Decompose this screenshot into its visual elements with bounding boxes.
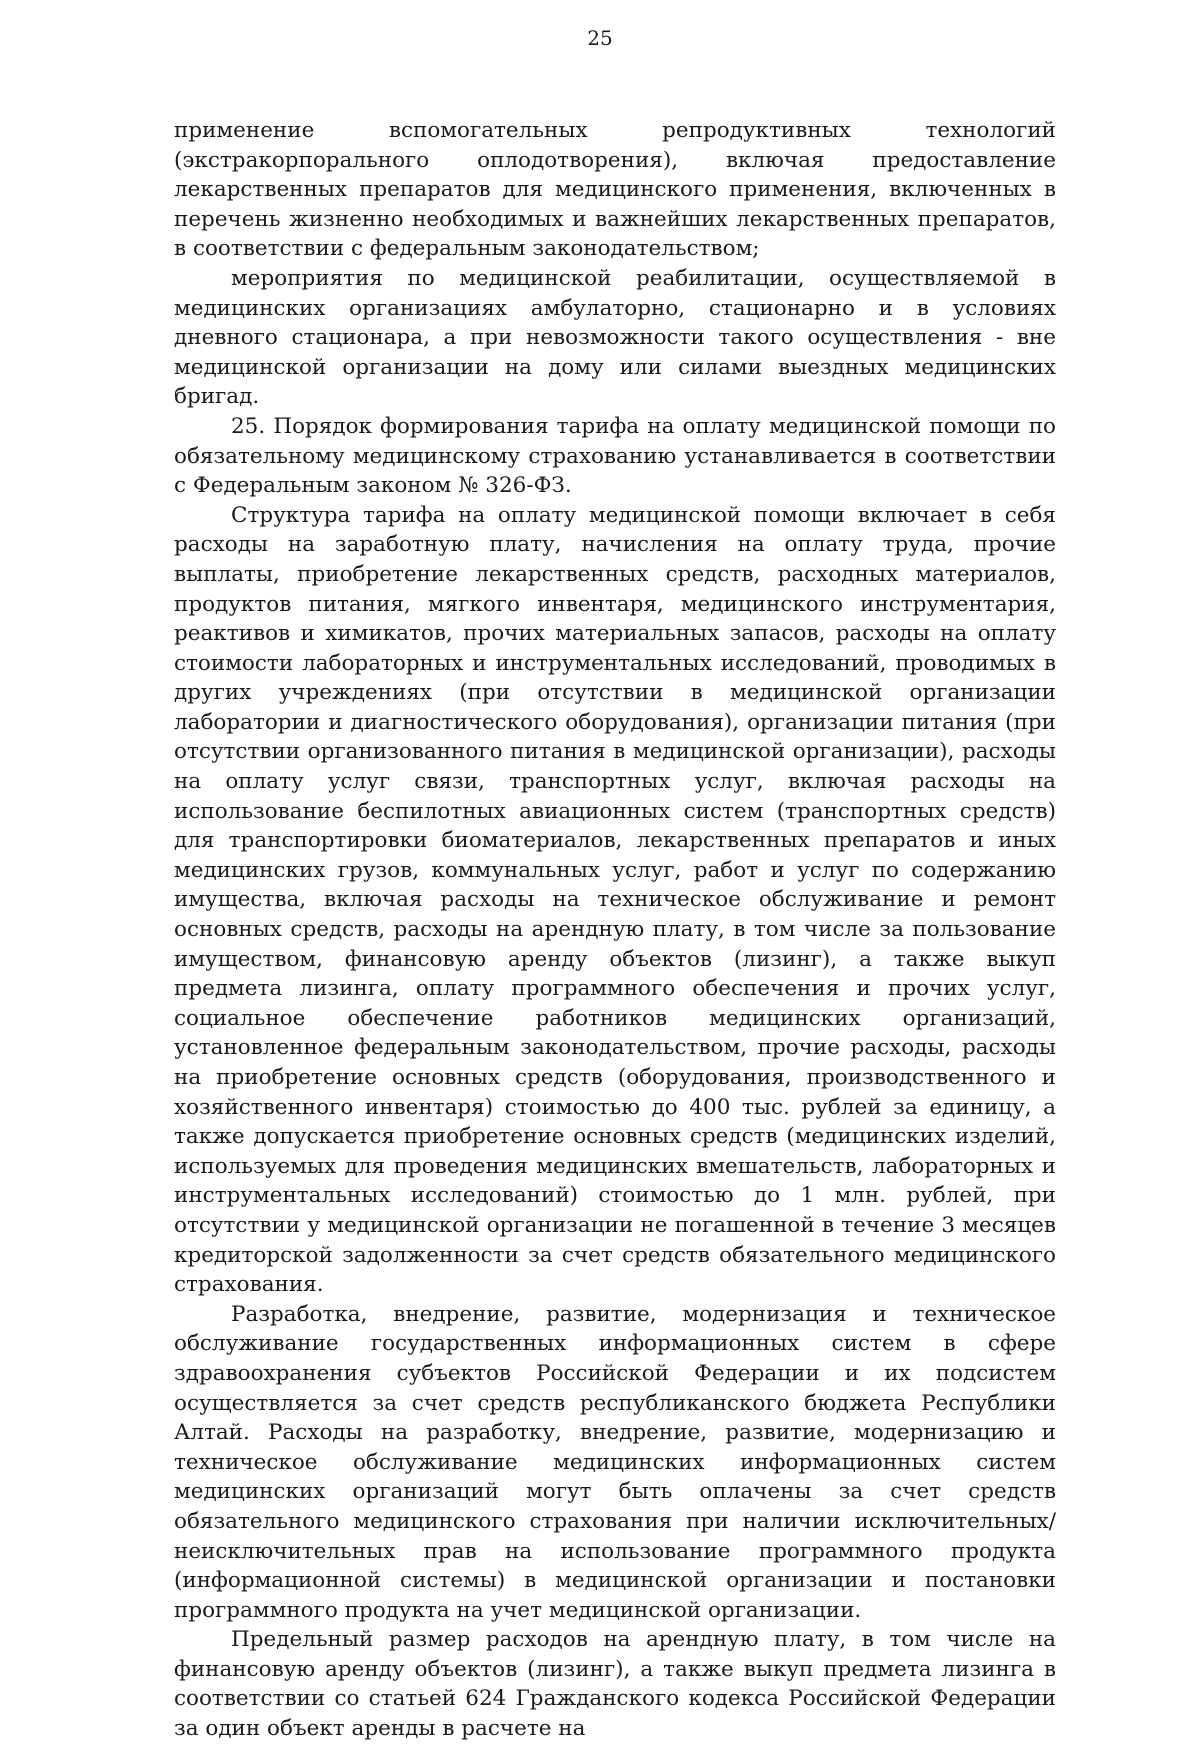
paragraph-tariff-structure: Структура тарифа на оплату медицинской помощи включает в себя расходы на заработную плату, начисления на оплату труда, прочие выплаты, приобретение лекарственных средств, расходных материалов, продуктов питания, мягкого инвентаря, медицинского инструментария, реактивов и химикатов, прочих материальных запасов, расходы на оплату стоимости лабораторных и инструментальных исследований, проводимых в других учреждениях (при отсутствии в медицинской организации лаборатории и диагностического оборудования), организации питания (при отсутствии организованного питания в медицинской организации), расходы на оплату услуг связи, транспортных услуг, включая расходы на использование беспилотных авиационных систем (транспортных средств) для транспортировки биоматериалов, лекарственных препаратов и иных медицинских грузов, коммунальных услуг, работ и услуг по содержанию имущества, включая расходы на техническое обслуживание и ремонт основных средств, расходы на арендную плату, в том числе за пользование имуществом, финансовую аренду объектов (лизинг), а также выкуп предмета лизинга, оплату программного обеспечения и прочих услуг, социальное обеспечение работников медицинских организаций, установленное федеральным законодательством, прочие расходы, расходы на приобретение основных средств (оборудования, производственного и хозяйственного инвентаря) стоимостью до 400 тыс. рублей за единицу, а также допускается приобретение основных средств (медицинских изделий, используемых для проведения медицинских вмешательств, лабораторных и инструментальных исследований) стоимостью до 1 млн. рублей, при отсутствии у медицинской организации не погашенной в течение 3 месяцев кредиторской задолженности за счет средств обязательного медицинского страхования. xyxy=(174,502,1056,1298)
paragraph-rehabilitation: мероприятия по медицинской реабилитации, осуществляемой в медицинских организациях амбулаторно, стационарно и в условиях дневного стационара, а при невозможности такого осуществления - вне медицинской организации на дому или силами выездных медицинских бригад. xyxy=(174,265,1056,410)
page-number: 25 xyxy=(587,26,613,50)
paragraph-tariff-procedure: 25. Порядок формирования тарифа на оплату медицинской помощи по обязательному медицинскому страхованию устанавливается в соответствии с Федеральным законом № 326-ФЗ. xyxy=(174,413,1056,499)
paragraph-information-systems: Разработка, внедрение, развитие, модернизация и техническое обслуживание государственных информационных систем в сфере здравоохранения субъектов Российской Федерации и их подсистем осуществляется за счет средств республиканского бюджета Республики Алтай. Расходы на разработку, внедрение, развитие, модернизацию и техническое обслуживание медицинских информационных систем медицинских организаций могут быть оплачены за счет средств обязательного медицинского страхования при наличии исключительных/неисключительных прав на использование программного продукта (информационной системы) в медицинской организации и постановки программного продукта на учет медицинской организации. xyxy=(174,1301,1056,1623)
paragraph-art-continuation: применение вспомогательных репродуктивных технологий (экстракорпорального оплодотворения), включая предоставление лекарственных препаратов для медицинского применения, включенных в перечень жизненно необходимых и важнейших лекарственных препаратов, в соответствии с федеральным законодательством; xyxy=(174,118,1056,262)
paragraph-rent-limit: Предельный размер расходов на арендную плату, в том числе на финансовую аренду объектов (лизинг), а также выкуп предмета лизинга в соответствии со статьей 624 Гражданского кодекса Российской Федерации за один объект аренды в расчете на xyxy=(174,1627,1056,1742)
document-body xyxy=(174,116,1056,1744)
